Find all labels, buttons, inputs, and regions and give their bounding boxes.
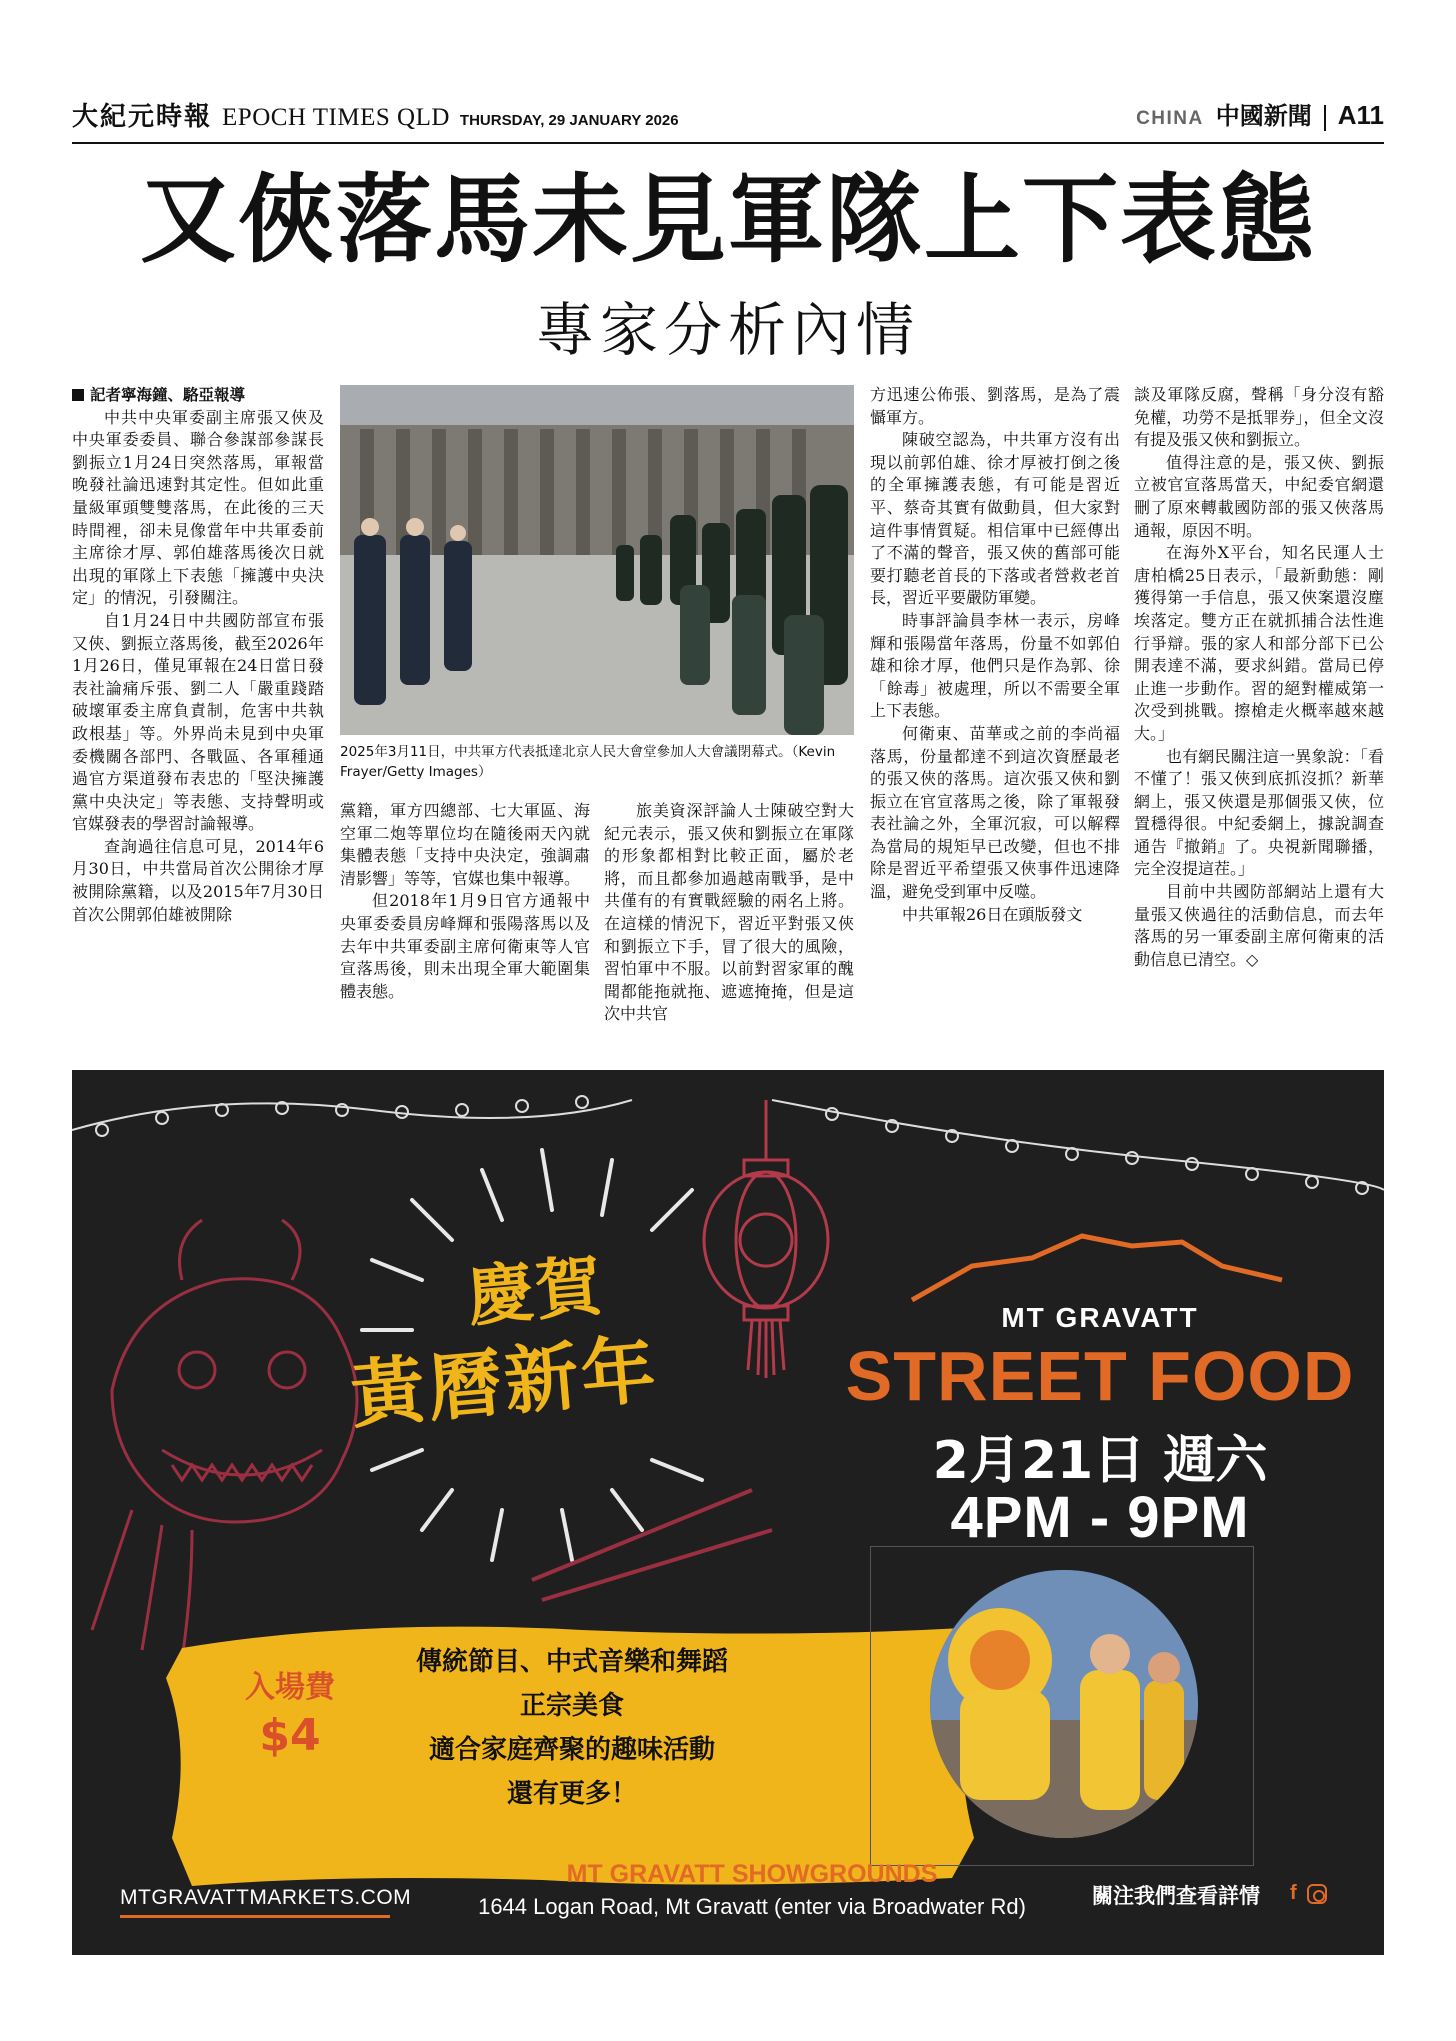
section-name-en: CHINA	[1136, 108, 1204, 129]
masthead	[72, 96, 1384, 140]
feature-item: 適合家庭齊聚的趣味活動	[428, 1735, 715, 1765]
instagram-icon[interactable]	[1307, 1884, 1327, 1904]
entry-fee-label: 入場費	[245, 1670, 335, 1705]
paragraph: 黨籍，軍方四總部、七大軍區、海空軍二炮等單位均在隨後兩天內就集體表態「支持中央決定，強調肅清影響」等等，官媒也集中報導。	[340, 801, 590, 888]
paragraph: 目前中共國防部網站上還有大量張又俠過往的活動信息，而去年落馬的另一軍委副主席何衛東的活動信息已清空。◇	[1134, 882, 1384, 969]
article-column-5	[1134, 384, 1384, 971]
paragraph: 但2018年1月9日官方通報中央軍委委員房峰輝和張陽落馬以及去年中共軍委副主席何衛東等人官宣落馬後，則未出現全軍大範圍集體表態。	[340, 891, 590, 1001]
ad-title-line1: 慶賀	[464, 1247, 607, 1336]
masthead-right	[1136, 96, 1384, 140]
article-column-1	[72, 384, 324, 926]
event-features	[362, 1640, 782, 1816]
feature-item: 正宗美食	[519, 1691, 624, 1721]
masthead-left	[72, 96, 679, 140]
publication-name: EPOCH TIMES QLD	[222, 104, 450, 131]
dragon-icon	[92, 1220, 357, 1660]
paragraph: 中共中央軍委副主席張又俠及中央軍委委員、聯合參謀部參謀長劉振立1月24日突然落馬，軍報當晚發社論迅速對其定性。但如此重量級軍頭雙雙落馬，在此後的三天時間裡，卻未見像當年中共軍委前主席徐才厚、郭伯雄落馬後次日就出現的軍隊上下表態「擁護中央決定」的情況，引發關注。	[72, 407, 324, 608]
event-date: 2月21日 週六	[932, 1431, 1268, 1491]
paragraph: 談及軍隊反腐，聲稱「身分沒有豁免權，功勞不是抵罪券」，但全文沒有提及張又俠和劉振立。	[1134, 385, 1384, 450]
section-divider	[1324, 105, 1326, 131]
social-icons	[1290, 1882, 1327, 1905]
follow-us-text: 關注我們查看詳情	[1092, 1884, 1260, 1908]
brand-name-main: STREET FOOD	[845, 1337, 1355, 1415]
subheadline: 專家分析內情	[535, 296, 920, 364]
feature-item: 還有更多！	[506, 1779, 637, 1809]
byline: 記者寧海鐘、駱亞報導	[72, 384, 324, 407]
advertisement	[72, 1070, 1384, 1955]
paragraph: 何衛東、苗華或之前的李尚福落馬，份量都達不到這次資歷最老的張又俠的落馬。這次張又俠和劉振立在官宣落馬之後，除了軍報發表社論之外，全軍沉寂，可以解釋為當局的規矩早已改變，但也不排除是習近平希望張又俠事件迅速降溫，避免受到軍中反噬。	[870, 723, 1120, 902]
page-number: A11	[1337, 100, 1384, 130]
section-name-zh: 中國新聞	[1215, 102, 1312, 130]
paragraph: 自1月24日中共國防部宣布張又俠、劉振立落馬後，截至2026年1月26日，僅見軍報在24日當日發表社論痛斥張、劉二人「嚴重踐踏破壞軍委主席負責制，危害中共執政根基」等。外界尚未見到中央軍委機關各部門、各戰區、各軍種通過官方渠道發布表忠的「堅決擁護黨中央決定」等表態、支持聲明或官媒發表的學習討論報導。	[72, 610, 324, 834]
great-hall-photo-illustration	[340, 385, 854, 735]
paragraph: 時事評論員李林一表示，房峰輝和張陽當年落馬，份量不如郭伯雄和徐才厚，他們只是作為郭、徐「餘毒」被處理，所以不需要全軍上下表態。	[870, 610, 1120, 721]
issue-date: THURSDAY, 29 JANUARY 2026	[459, 112, 679, 129]
paragraph: 查詢過往信息可見，2014年6月30日，中共當局首次公開徐才厚被開除黨籍，以及2015年7月30日首次公開郭伯雄被開除	[72, 836, 324, 924]
headline: 又俠落馬未見軍隊上下表態	[140, 163, 1316, 276]
venue-name: MT GRAVATT SHOWGROUNDS	[566, 1860, 938, 1888]
ad-title-line2: 黃曆新年	[347, 1326, 662, 1440]
article-photo	[340, 385, 854, 735]
website-underline	[120, 1915, 390, 1918]
newspaper-logo: 大紀元時報	[72, 102, 213, 132]
string-lights-icon	[72, 1100, 1384, 1190]
masthead-rule	[72, 142, 1384, 144]
event-time: 4PM - 9PM	[950, 1485, 1250, 1550]
paragraph: 在海外X平台，知名民運人士唐柏橋25日表示，「最新動態：剛獲得第一手信息，張又俠案還沒塵埃落定。雙方正在就抓捕合法性進行爭辯。張的家人和部分部下已公開表達不滿，要求糾錯。當局已停止進一步動作。習的絕對權威第一次受到挑戰。擦槍走火概率越來越大。」	[1134, 543, 1384, 743]
paragraph: 方迅速公佈張、劉落馬，是為了震懾軍方。	[870, 385, 1120, 427]
photo-caption: 2025年3月11日，中共軍方代表抵達北京人民大會堂參加人大會議閉幕式。（Kevin Frayer/Getty Images）	[340, 744, 836, 780]
brand-name-top: MT GRAVATT	[1001, 1302, 1199, 1333]
article-column-4	[870, 384, 1120, 926]
byline-square-icon	[72, 389, 84, 401]
facebook-icon[interactable]: f	[1290, 1882, 1297, 1904]
lion-dance-photo-illustration	[930, 1570, 1198, 1838]
entry-fee-price: $4	[259, 1710, 321, 1761]
entry-fee	[220, 1668, 360, 1764]
article-column-3	[604, 800, 854, 1026]
website-link[interactable]: MTGRAVATTMARKETS.COM	[120, 1886, 412, 1909]
paragraph: 也有網民關注這一異象說：「看不懂了！張又俠到底抓沒抓？新華網上，張又俠還是那個張又俠，位置穩得很。中紀委網上，據說調查通告『撤銷』了。央視新聞聯播，完全沒提這茬。」	[1134, 746, 1384, 879]
paragraph: 陳破空認為，中共軍方沒有出現以前郭伯雄、徐才厚被打倒之後的全軍擁護表態，有可能是習近平、蔡奇其實有做動員，但大家對這件事情質疑。相信軍中已經傳出了不滿的聲音，張又俠的舊部可能要打聽老首長的下落或者營救老首長，習近平要嚴防軍變。	[870, 430, 1120, 608]
lion-dance-photo	[930, 1570, 1198, 1838]
feature-item: 傳統節目、中式音樂和舞蹈	[415, 1647, 728, 1677]
paragraph: 值得注意的是，張又俠、劉振立被官宣落馬當天，中紀委官網還刪了原來轉載國防部的張又俠落馬通報，原因不明。	[1134, 452, 1384, 540]
mountain-icon	[912, 1236, 1282, 1300]
paragraph: 旅美資深評論人士陳破空對大紀元表示，張又俠和劉振立在軍隊的形象都相對比較正面，屬於老將，而且都參加過越南戰爭，是中共僅有的有實戰經驗的兩名上將。在這樣的情況下，習近平對張又俠和劉振立下手，冒了很大的風險，習怕軍中不服。以前對習家軍的醜聞都能拖就拖、遮遮掩掩，但是這次中共官	[604, 801, 854, 1024]
paragraph: 中共軍報26日在頭版發文	[902, 904, 1083, 924]
venue-address: 1644 Logan Road, Mt Gravatt (enter via Broadwater Rd)	[478, 1894, 1026, 1919]
article-column-2	[340, 800, 590, 1003]
